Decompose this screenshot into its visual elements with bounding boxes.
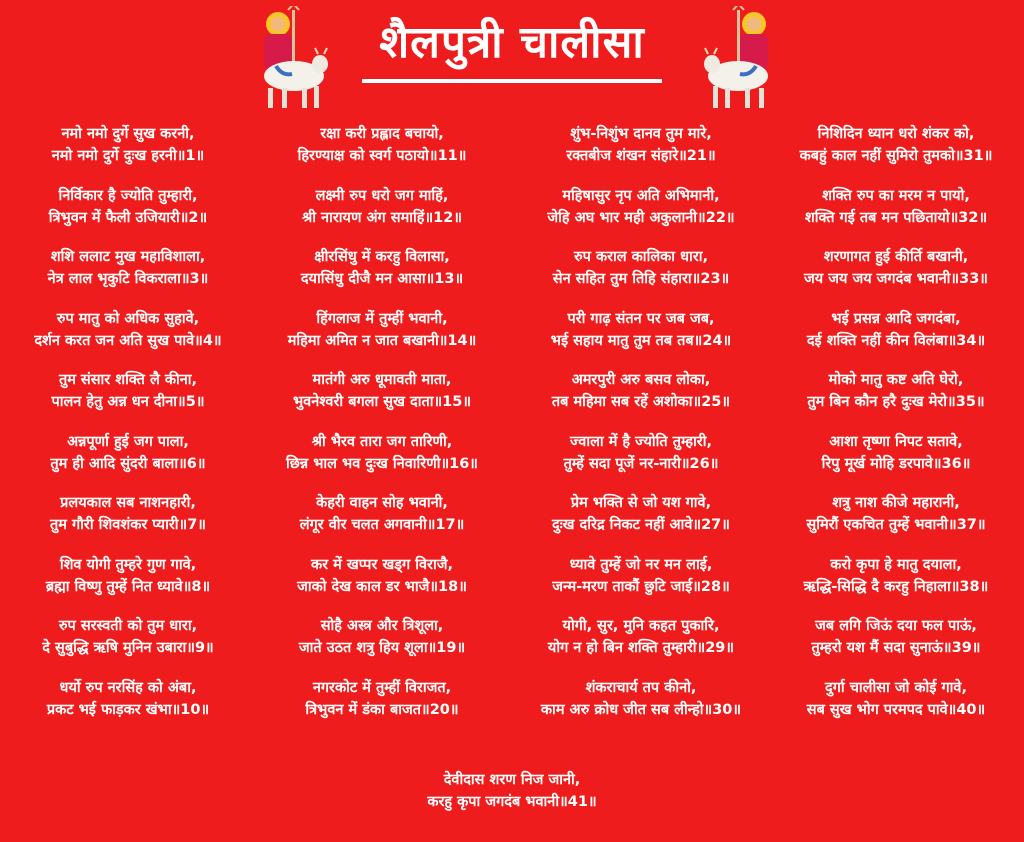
verse-34	[768, 308, 1024, 370]
verse-line: महिषासुर नृप अति अभिमानी,	[562, 187, 720, 204]
verse-29	[513, 615, 769, 677]
verse-31	[768, 123, 1024, 185]
verse-line: शक्ति रुप का मरम न पायो,	[822, 187, 970, 204]
verse-15	[254, 369, 510, 431]
verse-line: केहरी वाहन सोह भवानी,	[316, 495, 448, 511]
verse-line: रिपु मूर्ख मोहि डरपावे॥36॥	[821, 455, 971, 472]
verse-line: तुम बिन कौन हरै दुःख मेरो॥35॥	[807, 394, 985, 410]
verse-line: योग न हो बिन शक्ति तुम्हारी॥29॥	[547, 640, 735, 656]
verse-37	[768, 492, 1024, 554]
deity-image-right	[702, 6, 784, 112]
verse-41	[0, 769, 1024, 813]
verse-27	[513, 492, 769, 554]
verse-10	[0, 677, 256, 739]
verse-line: सुमिरौं एकचित तुम्हें भवानी॥37॥	[806, 517, 986, 533]
verse-40	[768, 677, 1024, 739]
verse-column-2	[254, 123, 510, 738]
verse-line: दयासिंधु दीजै मन आसा॥13॥	[300, 271, 464, 287]
verse-14	[254, 308, 510, 370]
verse-line: तुम गौरी शिवशंकर प्यारी॥7॥	[50, 517, 206, 533]
verse-19	[254, 615, 510, 677]
verse-line: भई प्रसन्न आदि जगदंबा,	[831, 310, 961, 327]
verse-line: महिमा अमित न जात बखानी॥14॥	[287, 332, 477, 349]
verse-line: मोको मातु कष्ट अति घेरो,	[828, 372, 964, 388]
verse-4	[0, 308, 256, 370]
verse-line: प्रलयकाल सब नाशनहारी,	[60, 495, 196, 511]
verse-1	[0, 123, 256, 185]
verse-6	[0, 431, 256, 493]
verse-line: शुंभ-निशुंभ दानव तुम मारे,	[570, 126, 712, 142]
verse-line: योगी, सुर, मुनि कहत पुकारि,	[562, 618, 720, 634]
verse-line: जाको देख काल डर भाजै॥18॥	[297, 578, 467, 595]
verse-line: त्रिभुवन में डंका बाजत॥20॥	[305, 701, 459, 718]
verse-line: नगरकोट में तुम्हीं विराजत,	[312, 679, 452, 696]
verse-21	[513, 123, 769, 185]
verse-line: जन्म-मरण ताकौं छुटि जाई॥28॥	[552, 578, 730, 595]
verse-line: त्रिभुवन में फैली उजियारी॥2॥	[48, 209, 208, 226]
verse-line: शंकराचार्य तप कीनो,	[585, 679, 697, 696]
verse-16	[254, 431, 510, 493]
verse-line: तुम्हरो यश मैं सदा सुनाऊं॥39॥	[811, 640, 981, 656]
verse-line: रक्तबीज शंखन संहारे॥21॥	[566, 148, 716, 164]
verse-column-4	[768, 123, 1024, 738]
verse-9	[0, 615, 256, 677]
verse-12	[254, 185, 510, 247]
verse-line: कर में खप्पर खड्ग विराजै,	[311, 556, 453, 573]
verse-line: तुम ही आदि सुंदरी बाला॥6॥	[50, 455, 206, 472]
verse-30	[513, 677, 769, 739]
verse-line: ज्वाला में है ज्योति तुम्हारी,	[569, 433, 713, 450]
verse-line: जाते उठत शत्रु हिय शूला॥19॥	[298, 640, 466, 656]
verse-line: जब लगि जिऊं दया फल पाऊं,	[815, 618, 977, 634]
verse-25	[513, 369, 769, 431]
verse-line: दई शक्ति नहीं कीन विलंबा॥34॥	[806, 332, 986, 349]
verse-line: दर्शन करत जन अति सुख पावे॥4॥	[34, 332, 222, 349]
verse-line: ब्रह्मा विष्णु तुम्हें नित ध्यावे॥8॥	[45, 578, 211, 595]
verse-22	[513, 185, 769, 247]
verse-line: रुप मातु को अधिक सुहावे,	[56, 310, 200, 327]
verse-7	[0, 492, 256, 554]
verse-23	[513, 246, 769, 308]
verse-line: अन्नपूर्णा हुई जग पाला,	[67, 433, 189, 450]
verse-line: लक्ष्मी रुप धरो जग माहिं,	[315, 187, 449, 204]
verse-line: रुप सरस्वती को तुम धारा,	[58, 618, 198, 634]
verse-33	[768, 246, 1024, 308]
verse-line: कबहुं काल नहीं सुमिरो तुमको॥31॥	[799, 148, 993, 164]
verse-line: नेत्र लाल भृकुटि विकराला॥3॥	[47, 271, 209, 287]
verse-line: दे सुबुद्धि ऋषि मुनिन उबारा॥9॥	[42, 640, 214, 656]
verse-line: अमरपुरी अरु बसव लोका,	[571, 372, 711, 388]
title-underline	[362, 79, 662, 83]
deity-image-left	[248, 6, 330, 112]
verse-32	[768, 185, 1024, 247]
verse-13	[254, 246, 510, 308]
verse-line: शक्ति गई तब मन पछितायो॥32॥	[804, 209, 988, 226]
verse-line: करहु कृपा जगदंब भवानी॥41॥	[427, 794, 597, 810]
verse-line: ऋद्धि-सिद्धि दै करहु निहाला॥38॥	[803, 578, 989, 595]
verse-line: श्री भैरव तारा जग तारिणी,	[311, 433, 453, 450]
verse-line: शिव योगी तुम्हरे गुण गावे,	[59, 556, 197, 573]
verse-36	[768, 431, 1024, 493]
verse-17	[254, 492, 510, 554]
verse-line: भुवनेश्वरी बगला सुख दाता॥15॥	[292, 394, 472, 410]
verse-line: सोहै अस्त्र और त्रिशूला,	[320, 618, 444, 634]
verse-line: धर्यो रुप नरसिंह को अंबा,	[59, 679, 197, 696]
verse-28	[513, 554, 769, 616]
verse-line: शरणागत हुई कीर्ति बखानी,	[823, 249, 969, 265]
verse-line: पालन हेतु अन्न धन दीना॥5॥	[51, 394, 205, 410]
verse-line: नमो नमो दुर्गे सुख करनी,	[61, 126, 195, 142]
verse-39	[768, 615, 1024, 677]
verse-5	[0, 369, 256, 431]
verse-line: तब महिमा सब रहें अशोका॥25॥	[551, 394, 731, 410]
verse-line: तुम्हें सदा पूजें नर-नारी॥26॥	[563, 455, 719, 472]
verse-line: रक्षा करी प्रह्लाद बचायो,	[320, 126, 444, 142]
verse-line: लंगूर वीर चलत अगवानी॥17॥	[299, 517, 465, 533]
verse-line: देवीदास शरण निज जानी,	[443, 772, 581, 788]
verse-line: सेन सहित तुम तिहि संहारा॥23॥	[552, 271, 730, 287]
verse-line: जय जय जय जगदंब भवानी॥33॥	[804, 271, 988, 287]
verse-line: दुःख दरिद्र निकट नहीं आवे॥27॥	[552, 517, 730, 533]
verse-2	[0, 185, 256, 247]
verse-line: तुम संसार शक्ति लै कीना,	[58, 372, 198, 388]
verse-line: दुर्गा चालीसा जो कोई गावे,	[825, 679, 967, 696]
verse-line: मातंगी अरु धूमावती माता,	[312, 372, 452, 388]
verse-line: ध्यावे तुम्हें जो नर मन लाई,	[569, 556, 713, 573]
verse-column-1	[0, 123, 256, 738]
verse-11	[254, 123, 510, 185]
verse-line: रुप कराल कालिका धारा,	[574, 249, 708, 265]
verse-line: काम अरु क्रोध जीत सब लीन्हो॥30॥	[540, 701, 742, 718]
verse-line: नमो नमो दुर्गे दुःख हरनी॥1॥	[51, 148, 205, 164]
verse-line: निर्विकार है ज्योति तुम्हारी,	[58, 187, 198, 204]
verse-line: परी गाढ़ संतन पर जब जब,	[567, 310, 715, 327]
verse-24	[513, 308, 769, 370]
verse-line: क्षीरसिंधु में करहु विलासा,	[314, 249, 450, 265]
verse-3	[0, 246, 256, 308]
verse-line: छिन्न भाल भव दुःख निवारिणी॥16॥	[286, 455, 478, 472]
verse-line: सब सुख भोग परमपद पावे॥40॥	[806, 701, 986, 718]
verse-line: जेहि अघ भार मही अकुलानी॥22॥	[547, 209, 735, 226]
verse-line: श्री नारायण अंग समाहिं॥12॥	[301, 209, 463, 226]
verse-line: आशा तृष्णा निपट सतावे,	[829, 433, 963, 450]
verse-line: हिरण्याक्ष को स्वर्ग पठायो॥11॥	[297, 148, 467, 164]
page-title: शैलपुत्री चालीसा	[379, 17, 645, 68]
verse-18	[254, 554, 510, 616]
verse-line: करो कृपा हे मातु दयाला,	[830, 556, 962, 573]
verse-line: निशिदिन ध्यान धरो शंकर को,	[817, 126, 975, 142]
verse-column-3	[513, 123, 769, 738]
verse-26	[513, 431, 769, 493]
verse-8	[0, 554, 256, 616]
verse-38	[768, 554, 1024, 616]
verse-line: शत्रु नाश कीजे महारानी,	[832, 495, 960, 511]
verse-line: प्रेम भक्ति से जो यश गावे,	[570, 495, 712, 511]
verse-20	[254, 677, 510, 739]
verse-line: हिंगलाज में तुम्हीं भवानी,	[316, 310, 448, 327]
verse-line: शशि ललाट मुख महाविशाला,	[50, 249, 206, 265]
verse-line: भई सहाय मातु तुम तब तब॥24॥	[550, 332, 732, 349]
verse-35	[768, 369, 1024, 431]
verse-line: प्रकट भई फाड़कर खंभा॥10॥	[46, 701, 210, 718]
